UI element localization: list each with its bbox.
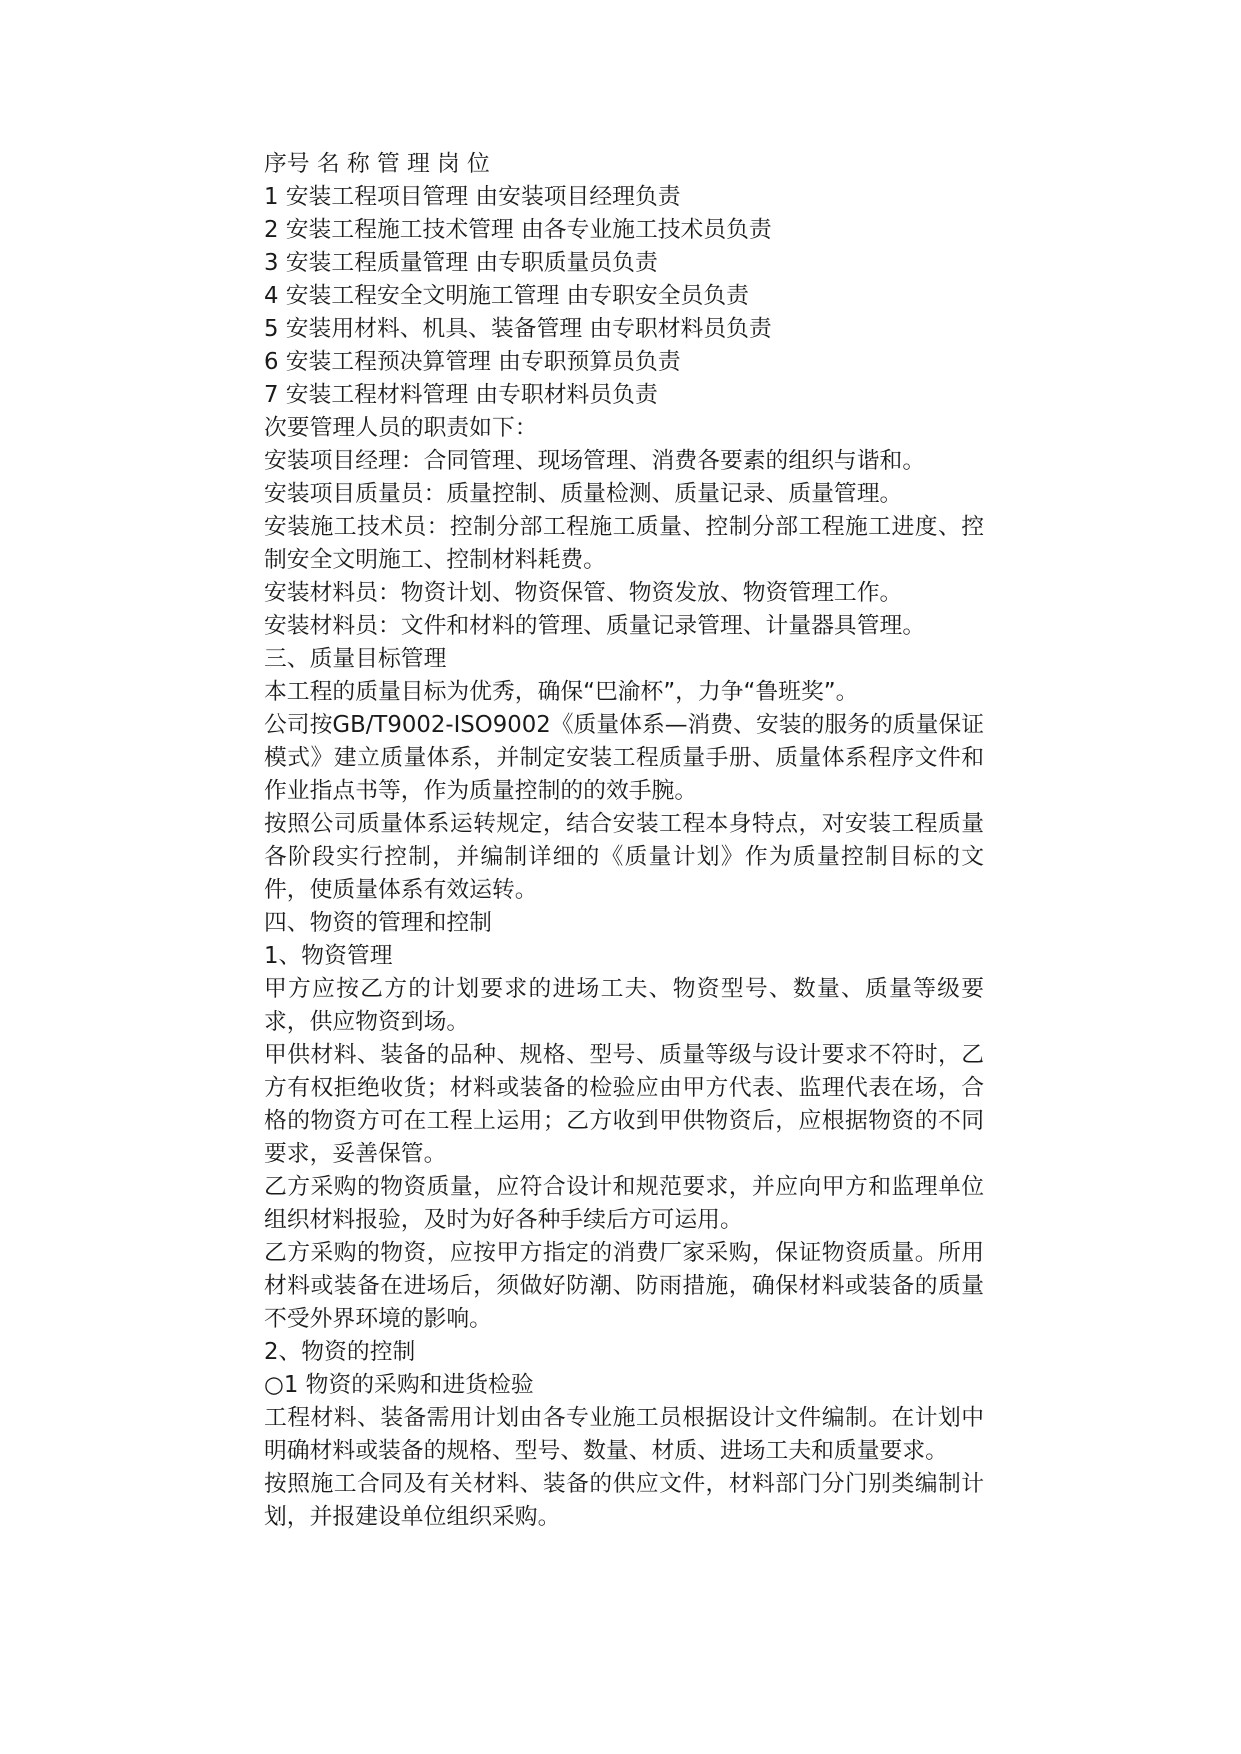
position-row-1: 1 安装工程项目管理 由安装项目经理负责 bbox=[264, 184, 681, 210]
materials-paragraph-2: 甲供材料、装备的品种、规格、型号、质量等级与设计要求不符时，乙方有权拒绝收货；材料或装备的检验应由甲方代表、监理代表在场，合格的物资方可在工程上运用；乙方收到甲供物资后，应根据物资的不同要求，妥善保管。 bbox=[264, 1042, 984, 1167]
materials-paragraph-4: 乙方采购的物资，应按甲方指定的消费厂家采购，保证物资质量。所用材料或装备在进场后，须做好防潮、防雨措施，确保材料或装备的质量不受外界环境的影响。 bbox=[264, 1240, 984, 1332]
section-heading-quality: 三、质量目标管理 bbox=[264, 646, 447, 672]
table-header-line: 序号 名 称 管 理 岗 位 bbox=[264, 151, 490, 177]
duty-materials-officer-1: 安装材料员：物资计划、物资保管、物资发放、物资管理工作。 bbox=[264, 580, 903, 606]
position-row-2: 2 安装工程施工技术管理 由各专业施工技术员负责 bbox=[264, 217, 772, 243]
position-row-4: 4 安装工程安全文明施工管理 由专职安全员负责 bbox=[264, 283, 749, 309]
subsection-heading-2: 2、物资的控制 bbox=[264, 1339, 416, 1365]
position-row-3: 3 安装工程质量管理 由专职质量员负责 bbox=[264, 250, 658, 276]
quality-plan-paragraph: 按照公司质量体系运转规定，结合安装工程本身特点，对安装工程质量各阶段实行控制，并编制详细的《质量计划》作为质量控制目标的文件，使质量体系有效运转。 bbox=[264, 811, 984, 903]
position-row-5: 5 安装用材料、机具、装备管理 由专职材料员负责 bbox=[264, 316, 772, 342]
position-row-7: 7 安装工程材料管理 由专职材料员负责 bbox=[264, 382, 658, 408]
materials-paragraph-3: 乙方采购的物资质量，应符合设计和规范要求，并应向甲方和监理单位组织材料报验，及时为好各种手续后方可运用。 bbox=[264, 1174, 984, 1233]
duty-materials-officer-2: 安装材料员：文件和材料的管理、质量记录管理、计量器具管理。 bbox=[264, 613, 926, 639]
duty-project-manager: 安装项目经理：合同管理、现场管理、消费各要素的组织与谐和。 bbox=[264, 448, 926, 474]
procurement-paragraph-2: 按照施工合同及有关材料、装备的供应文件，材料部门分门别类编制计划，并报建设单位组织采购。 bbox=[264, 1471, 984, 1530]
duty-quality-officer: 安装项目质量员：质量控制、质量检测、质量记录、质量管理。 bbox=[264, 481, 903, 507]
materials-paragraph-1: 甲方应按乙方的计划要求的进场工夫、物资型号、数量、质量等级要求，供应物资到场。 bbox=[264, 976, 984, 1035]
section-heading-materials: 四、物资的管理和控制 bbox=[264, 910, 492, 936]
procurement-paragraph-1: 工程材料、装备需用计划由各专业施工员根据设计文件编制。在计划中明确材料或装备的规格、型号、数量、材质、进场工夫和质量要求。 bbox=[264, 1405, 984, 1464]
document-body bbox=[264, 148, 984, 1534]
subsection-heading-1: 1、物资管理 bbox=[264, 943, 393, 969]
sub-item-heading: ○1 物资的采购和进货检验 bbox=[264, 1372, 534, 1398]
duty-technician: 安装施工技术员：控制分部工程施工质量、控制分部工程施工进度、控制安全文明施工、控制材料耗费。 bbox=[264, 514, 984, 573]
position-row-6: 6 安装工程预决算管理 由专职预算员负责 bbox=[264, 349, 681, 375]
quality-goal: 本工程的质量目标为优秀，确保“巴渝杯”，力争“鲁班奖”。 bbox=[264, 679, 859, 705]
quality-system-paragraph: 公司按GB/T9002-ISO9002《质量体系—消费、安装的服务的质量保证模式》建立质量体系，并制定安装工程质量手册、质量体系程序文件和作业指点书等，作为质量控制的的效手腕。 bbox=[264, 712, 984, 804]
duties-intro: 次要管理人员的职责如下： bbox=[264, 415, 538, 441]
